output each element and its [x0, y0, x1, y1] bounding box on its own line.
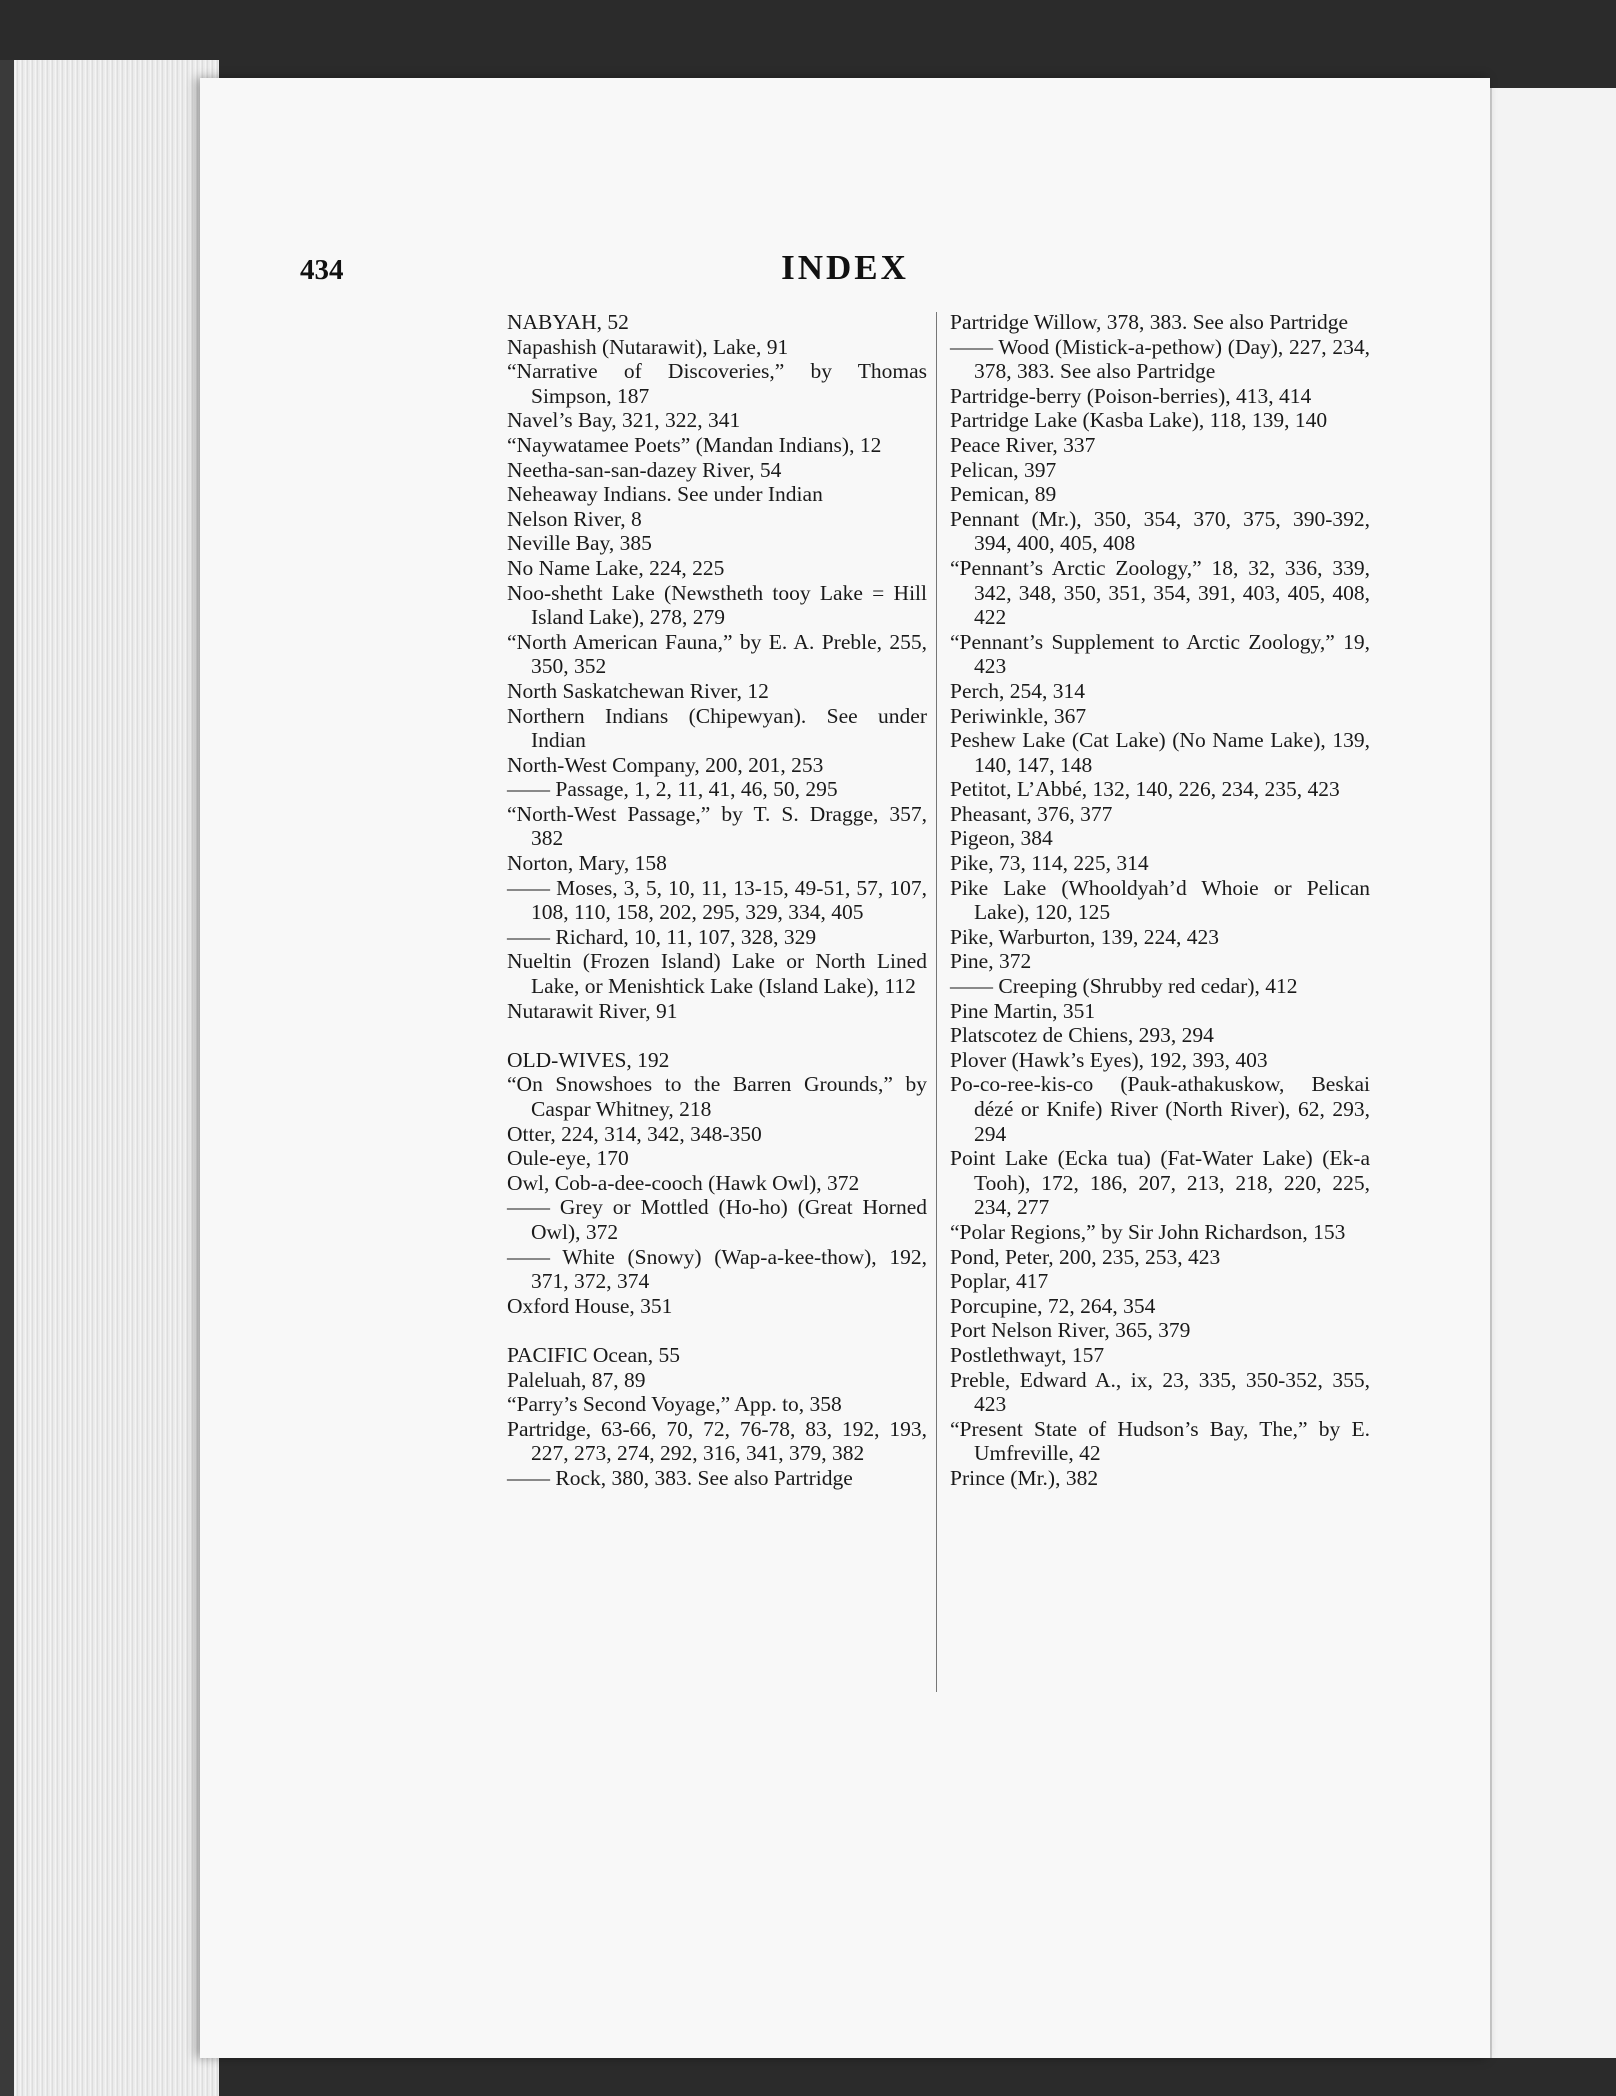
index-entry: Preble, Edward A., ix, 23, 335, 350-352, 355, 423	[950, 1367, 1370, 1417]
index-entry: Neville Bay, 385	[507, 531, 652, 556]
index-entry: “Narrative of Discoveries,” by Thomas Simpson, 187	[507, 359, 927, 408]
index-entry: Partridge Willow, 378, 383. See also Partridge	[950, 310, 1349, 334]
running-title: INDEX	[781, 248, 909, 287]
index-entry: Peshew Lake (Cat Lake) (No Name Lake), 139, 140, 147, 148	[950, 728, 1370, 777]
index-entry: Neheaway Indians. See under Indian	[507, 482, 823, 507]
index-entry: No Name Lake, 224, 225	[507, 555, 725, 580]
index-entry: “North-West Passage,” by T. S. Dragge, 357, 382	[507, 801, 927, 851]
index-entry: Poplar, 417	[950, 1269, 1049, 1294]
index-entry: —— Moses, 3, 5, 10, 11, 13-15, 49-51, 57, 107, 108, 110, 158, 202, 295, 329, 334, 405	[507, 875, 927, 925]
index-entry: OLD-WIVES, 192	[507, 1047, 670, 1072]
index-entry: Partridge-berry (Poison-berries), 413, 414	[950, 383, 1312, 408]
index-entry: Pigeon, 384	[950, 826, 1053, 851]
index-entry: Platscotez de Chiens, 293, 294	[950, 1023, 1214, 1048]
index-entry: Partridge, 63-66, 70, 72, 76-78, 83, 192, 193, 227, 273, 274, 292, 316, 341, 379, 382	[507, 1416, 927, 1466]
index-entry: —— Grey or Mottled (Ho-ho) (Great Horned Owl), 372	[507, 1195, 927, 1244]
index-entry: “Parry’s Second Voyage,” App. to, 358	[507, 1392, 842, 1417]
index-entry: Po-co-ree-kis-co (Pauk-athakuskow, Beskai dézé or Knife) River (North River), 62, 293, 294	[950, 1072, 1370, 1146]
index-entry: Pheasant, 376, 377	[950, 801, 1113, 826]
index-entry: Pike, Warburton, 139, 224, 423	[950, 924, 1219, 949]
index-entry: PACIFIC Ocean, 55	[507, 1342, 680, 1367]
index-column-left	[507, 310, 927, 1491]
index-entry: Noo-shetht Lake (Newstheth tooy Lake = Hill Island Lake), 278, 279	[507, 580, 927, 630]
index-entry: Otter, 224, 314, 342, 348-350	[507, 1121, 762, 1146]
index-entry: Point Lake (Ecka tua) (Fat-Water Lake) (Ek-a Tooh), 172, 186, 207, 213, 218, 220, 225, 234, 277	[950, 1146, 1370, 1220]
index-entry: Peace River, 337	[950, 432, 1096, 457]
index-entry: Nueltin (Frozen Island) Lake or North Lined Lake, or Menishtick Lake (Island Lake), 112	[507, 949, 927, 999]
index-entry: —— Passage, 1, 2, 11, 41, 46, 50, 295	[507, 777, 838, 802]
index-entry: Plover (Hawk’s Eyes), 192, 393, 403	[950, 1047, 1268, 1072]
index-entry: Northern Indians (Chipewyan). See under Indian	[507, 703, 927, 753]
index-entry: Port Nelson River, 365, 379	[950, 1318, 1191, 1343]
index-entry: —— White (Snowy) (Wap-a-kee-thow), 192, 371, 372, 374	[507, 1244, 927, 1294]
index-entry: Nutarawit River, 91	[507, 998, 678, 1023]
index-entry: “Polar Regions,” by Sir John Richardson, 153	[950, 1219, 1346, 1244]
index-entry: “Pennant’s Arctic Zoology,” 18, 32, 336, 339, 342, 348, 350, 351, 354, 391, 403, 405, 408, 422	[950, 555, 1370, 630]
index-entry: Petitot, L’Abbé, 132, 140, 226, 234, 235, 423	[950, 777, 1340, 802]
index-entry: Nelson River, 8	[507, 506, 642, 531]
index-entry: “Naywatamee Poets” (Mandan Indians), 12	[507, 432, 882, 457]
index-entry: Napashish (Nutarawit), Lake, 91	[507, 334, 789, 359]
index-entry: “On Snowshoes to the Barren Grounds,” by Caspar Whitney, 218	[507, 1072, 927, 1121]
index-entry: Pennant (Mr.), 350, 354, 370, 375, 390-392, 394, 400, 405, 408	[950, 506, 1370, 556]
index-entry: Owl, Cob-a-dee-cooch (Hawk Owl), 372	[507, 1170, 860, 1195]
index-entry: Oule-eye, 170	[507, 1146, 629, 1171]
column-divider	[936, 312, 937, 1692]
index-entry: Periwinkle, 367	[950, 703, 1087, 728]
index-entry: —— Richard, 10, 11, 107, 328, 329	[507, 924, 817, 949]
index-entry: Oxford House, 351	[507, 1293, 673, 1318]
index-entry: Paleluah, 87, 89	[507, 1367, 646, 1392]
index-entry: Pelican, 397	[950, 457, 1057, 482]
index-entry: Pond, Peter, 200, 235, 253, 423	[950, 1244, 1221, 1269]
index-entry: —— Rock, 380, 383. See also Partridge	[507, 1465, 853, 1490]
page-number: 434	[300, 254, 344, 286]
next-page-edge	[1490, 88, 1616, 2058]
index-entry: Prince (Mr.), 382	[950, 1465, 1099, 1490]
page-header	[300, 248, 1390, 298]
index-entry: Pike Lake (Whooldyah’d Whoie or Pelican Lake), 120, 125	[950, 875, 1370, 925]
index-entry: Pike, 73, 114, 225, 314	[950, 851, 1149, 876]
index-column-right	[950, 310, 1370, 1491]
index-entry: Partridge Lake (Kasba Lake), 118, 139, 140	[950, 408, 1328, 433]
section-gap	[507, 1023, 927, 1048]
index-entry: Perch, 254, 314	[950, 678, 1085, 703]
section-gap	[507, 1318, 927, 1343]
index-entry: Navel’s Bay, 321, 322, 341	[507, 408, 741, 433]
index-entry: —— Creeping (Shrubby red cedar), 412	[950, 974, 1298, 999]
index-entry: Pine, 372	[950, 949, 1032, 974]
index-entry: “North American Fauna,” by E. A. Preble, 255, 350, 352	[507, 629, 927, 679]
index-entry: Pemican, 89	[950, 482, 1057, 507]
index-entry: “Pennant’s Supplement to Arctic Zoology,” 19, 423	[950, 629, 1370, 679]
index-entry: North-West Company, 200, 201, 253	[507, 752, 824, 777]
index-entry: NABYAH, 52	[507, 310, 629, 334]
index-entry: Postlethwayt, 157	[950, 1342, 1105, 1367]
index-entry: North Saskatchewan River, 12	[507, 678, 769, 703]
index-entry: Norton, Mary, 158	[507, 851, 667, 876]
book-page-edges	[0, 60, 219, 2096]
index-entry: —— Wood (Mistick-a-pethow) (Day), 227, 234, 378, 383. See also Partridge	[950, 334, 1370, 384]
index-entry: “Present State of Hudson’s Bay, The,” by E. Umfreville, 42	[950, 1416, 1370, 1466]
index-entry: Neetha-san-san-dazey River, 54	[507, 457, 782, 482]
index-entry: Porcupine, 72, 264, 354	[950, 1293, 1156, 1318]
index-entry: Pine Martin, 351	[950, 998, 1096, 1023]
